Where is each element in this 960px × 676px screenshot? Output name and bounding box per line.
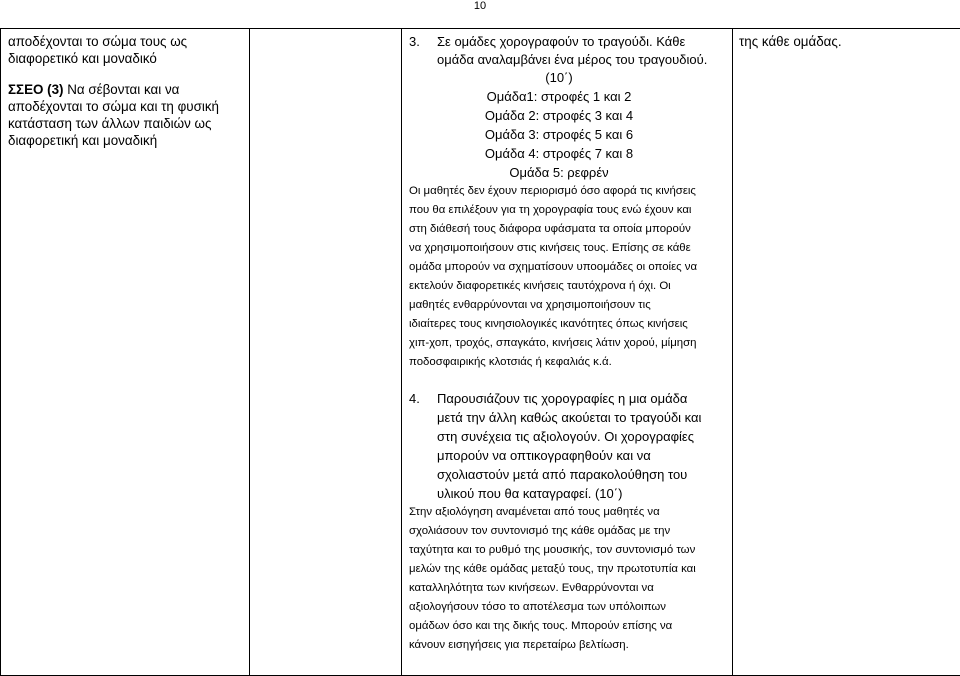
assessment-text-line: της κάθε ομάδας. [739,33,954,50]
sseo-label: ΣΣΕΟ (3) [8,82,64,97]
activities-cell [402,29,733,676]
time-label: (10΄) [409,68,709,87]
objective-text-line: κατάσταση των άλλων παιδιών ως [8,115,242,132]
activity-item-4 [409,389,729,503]
assessment-cell [733,29,960,676]
empty-cell [250,29,402,676]
activity-text-line: Σε ομάδες χορογραφούν το τραγούδι. Κάθε [437,33,729,51]
note-line: Οι μαθητές δεν έχουν περιορισμό όσο αφορά τις κινήσεις [409,182,729,201]
note-line: εκτελούν διαφορετικές κινήσεις ταυτόχρονα ή όχι. Οι [409,277,729,296]
activity-item-3 [409,33,729,68]
note-line: μαθητές ενθαρρύνονται να χρησιμοποιήσουν τις [409,296,729,315]
objective-text-line: Να σέβονται και να [64,82,180,97]
activity-text-line: μπορούν να οπτικογραφηθούν και να [437,446,729,465]
objectives-cell [1,29,250,676]
objective-text-line: διαφορετική και μοναδική [8,132,242,149]
note-line: σχολιάσουν τον συντονισμό της κάθε ομάδας με την [409,522,729,541]
note-line: κάνουν εισηγήσεις για περεταίρω βελτίωση. [409,636,729,655]
activity-text-line: Παρουσιάζουν τις χορογραφίες η μια ομάδα [437,389,729,408]
group-line: Ομάδα 3: στροφές 5 και 6 [409,125,709,144]
objective-text-line: αποδέχονται το σώμα και τη φυσική [8,98,242,115]
activity-notes [409,182,729,372]
note-line: ομάδων όσο και της δικής τους. Μπορούν επίσης να [409,617,729,636]
objective-text-line: αποδέχονται το σώμα τους ως [8,33,242,50]
lesson-plan-table [0,28,960,676]
item-number: 3. [409,33,437,68]
activity-text-line: υλικού που θα καταγραφεί. (10΄) [437,484,729,503]
evaluation-notes [409,503,729,655]
note-line: που θα επιλέξουν για τη χορογραφία τους ενώ έχουν και [409,201,729,220]
group-line: Ομάδα 5: ρεφρέν [409,163,709,182]
group-line: Ομάδα 4: στροφές 7 και 8 [409,144,709,163]
note-line: χιπ-χοπ, τροχός, σπαγκάτο, κινήσεις λάτιν χορού, μίμηση [409,334,729,353]
note-line: στη διάθεσή τους διάφορα υφάσματα τα οποία μπορούν [409,220,729,239]
objective-sseo [8,81,242,98]
note-line: μελών της κάθε ομάδας μεταξύ τους, την πρωτοτυπία και [409,560,729,579]
note-line: καταλληλότητα των κινήσεων. Ενθαρρύνονται να [409,579,729,598]
note-line: Στην αξιολόγηση αναμένεται από τους μαθητές να [409,503,729,522]
note-line: ιδιαίτερες τους κινησιολογικές ικανότητες όπως κινήσεις [409,315,729,334]
note-line: ταχύτητα και το ρυθμό της μουσικής, τον συντονισμό των [409,541,729,560]
activity-text-line: στη συνέχεια τις αξιολογούν. Οι χορογραφίες [437,427,729,446]
activity-text-line: ομάδα αναλαμβάνει ένα μέρος του τραγουδιού. [437,51,729,69]
group-line: Ομάδα 2: στροφές 3 και 4 [409,106,709,125]
activity-text-line: μετά την άλλη καθώς ακούεται το τραγούδι και [437,408,729,427]
note-line: να χρησιμοποιήσουν στις κινήσεις τους. Επίσης σε κάθε [409,239,729,258]
page-number: 10 [0,0,960,12]
item-number: 4. [409,389,437,503]
group-line: Ομάδα1: στροφές 1 και 2 [409,87,709,106]
group-list [409,68,729,182]
objective-text-line: διαφορετικό και μοναδικό [8,50,242,67]
table-row [1,29,960,676]
note-line: ομάδα μπορούν να σχηματίσουν υποομάδες οι οποίες να [409,258,729,277]
note-line: αξιολογήσουν τόσο το αποτέλεσμα των υπόλοιπων [409,598,729,617]
activity-text-line: σχολιαστούν μετά από παρακολούθηση του [437,465,729,484]
note-line: ποδοσφαιρικής κλοτσιάς ή κεφαλιάς κ.ά. [409,353,729,372]
